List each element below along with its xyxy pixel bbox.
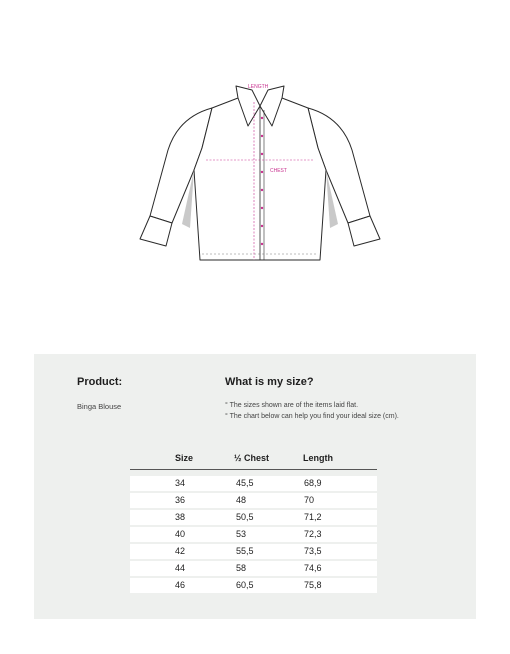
cell-length: 74,6 bbox=[304, 563, 322, 573]
cell-length: 70 bbox=[304, 495, 315, 505]
cell-length: 71,2 bbox=[304, 512, 322, 522]
cell-half-chest: 50,5 bbox=[236, 512, 254, 522]
cell-size: 40 bbox=[175, 529, 186, 539]
cell-size: 34 bbox=[175, 478, 186, 488]
cell-size: 38 bbox=[175, 512, 186, 522]
cell-half-chest: 58 bbox=[236, 563, 247, 573]
blouse-illustration bbox=[120, 78, 400, 278]
cell-half-chest: 53 bbox=[236, 529, 247, 539]
size-heading: What is my size? bbox=[225, 376, 314, 388]
cell-half-chest: 45,5 bbox=[236, 478, 254, 488]
cell-size: 36 bbox=[175, 495, 186, 505]
header-length: Length bbox=[303, 453, 333, 463]
note-ideal-size: ° The chart below can help you find your ideal size (cm). bbox=[225, 412, 399, 420]
chest-label: CHEST bbox=[270, 168, 287, 174]
header-size: Size bbox=[175, 453, 194, 463]
cell-half-chest: 60,5 bbox=[236, 580, 254, 590]
length-label: LENGTH bbox=[248, 84, 269, 90]
cell-length: 75,8 bbox=[304, 580, 322, 590]
product-heading: Product: bbox=[77, 376, 123, 388]
size-notes bbox=[225, 401, 399, 422]
cell-size: 44 bbox=[175, 563, 186, 573]
cell-size: 46 bbox=[175, 580, 186, 590]
header-half-chest: ½ Chest bbox=[234, 453, 270, 463]
table-row bbox=[130, 493, 377, 508]
table-header bbox=[130, 451, 377, 470]
size-table bbox=[130, 451, 377, 593]
table-row bbox=[130, 527, 377, 542]
note-laid-flat: ° The sizes shown are of the items laid flat. bbox=[225, 402, 359, 409]
cell-half-chest: 48 bbox=[236, 495, 247, 505]
cell-length: 72,3 bbox=[304, 529, 322, 539]
table-row bbox=[130, 510, 377, 525]
table-row bbox=[130, 578, 377, 593]
table-row bbox=[130, 476, 377, 491]
size-info-panel bbox=[34, 354, 476, 619]
cell-length: 68,9 bbox=[304, 478, 322, 488]
table-row bbox=[130, 544, 377, 559]
cell-half-chest: 55,5 bbox=[236, 546, 254, 556]
table-row bbox=[130, 561, 377, 576]
product-name: Binga Blouse bbox=[77, 402, 122, 411]
cell-size: 42 bbox=[175, 546, 186, 556]
cell-length: 73,5 bbox=[304, 546, 322, 556]
